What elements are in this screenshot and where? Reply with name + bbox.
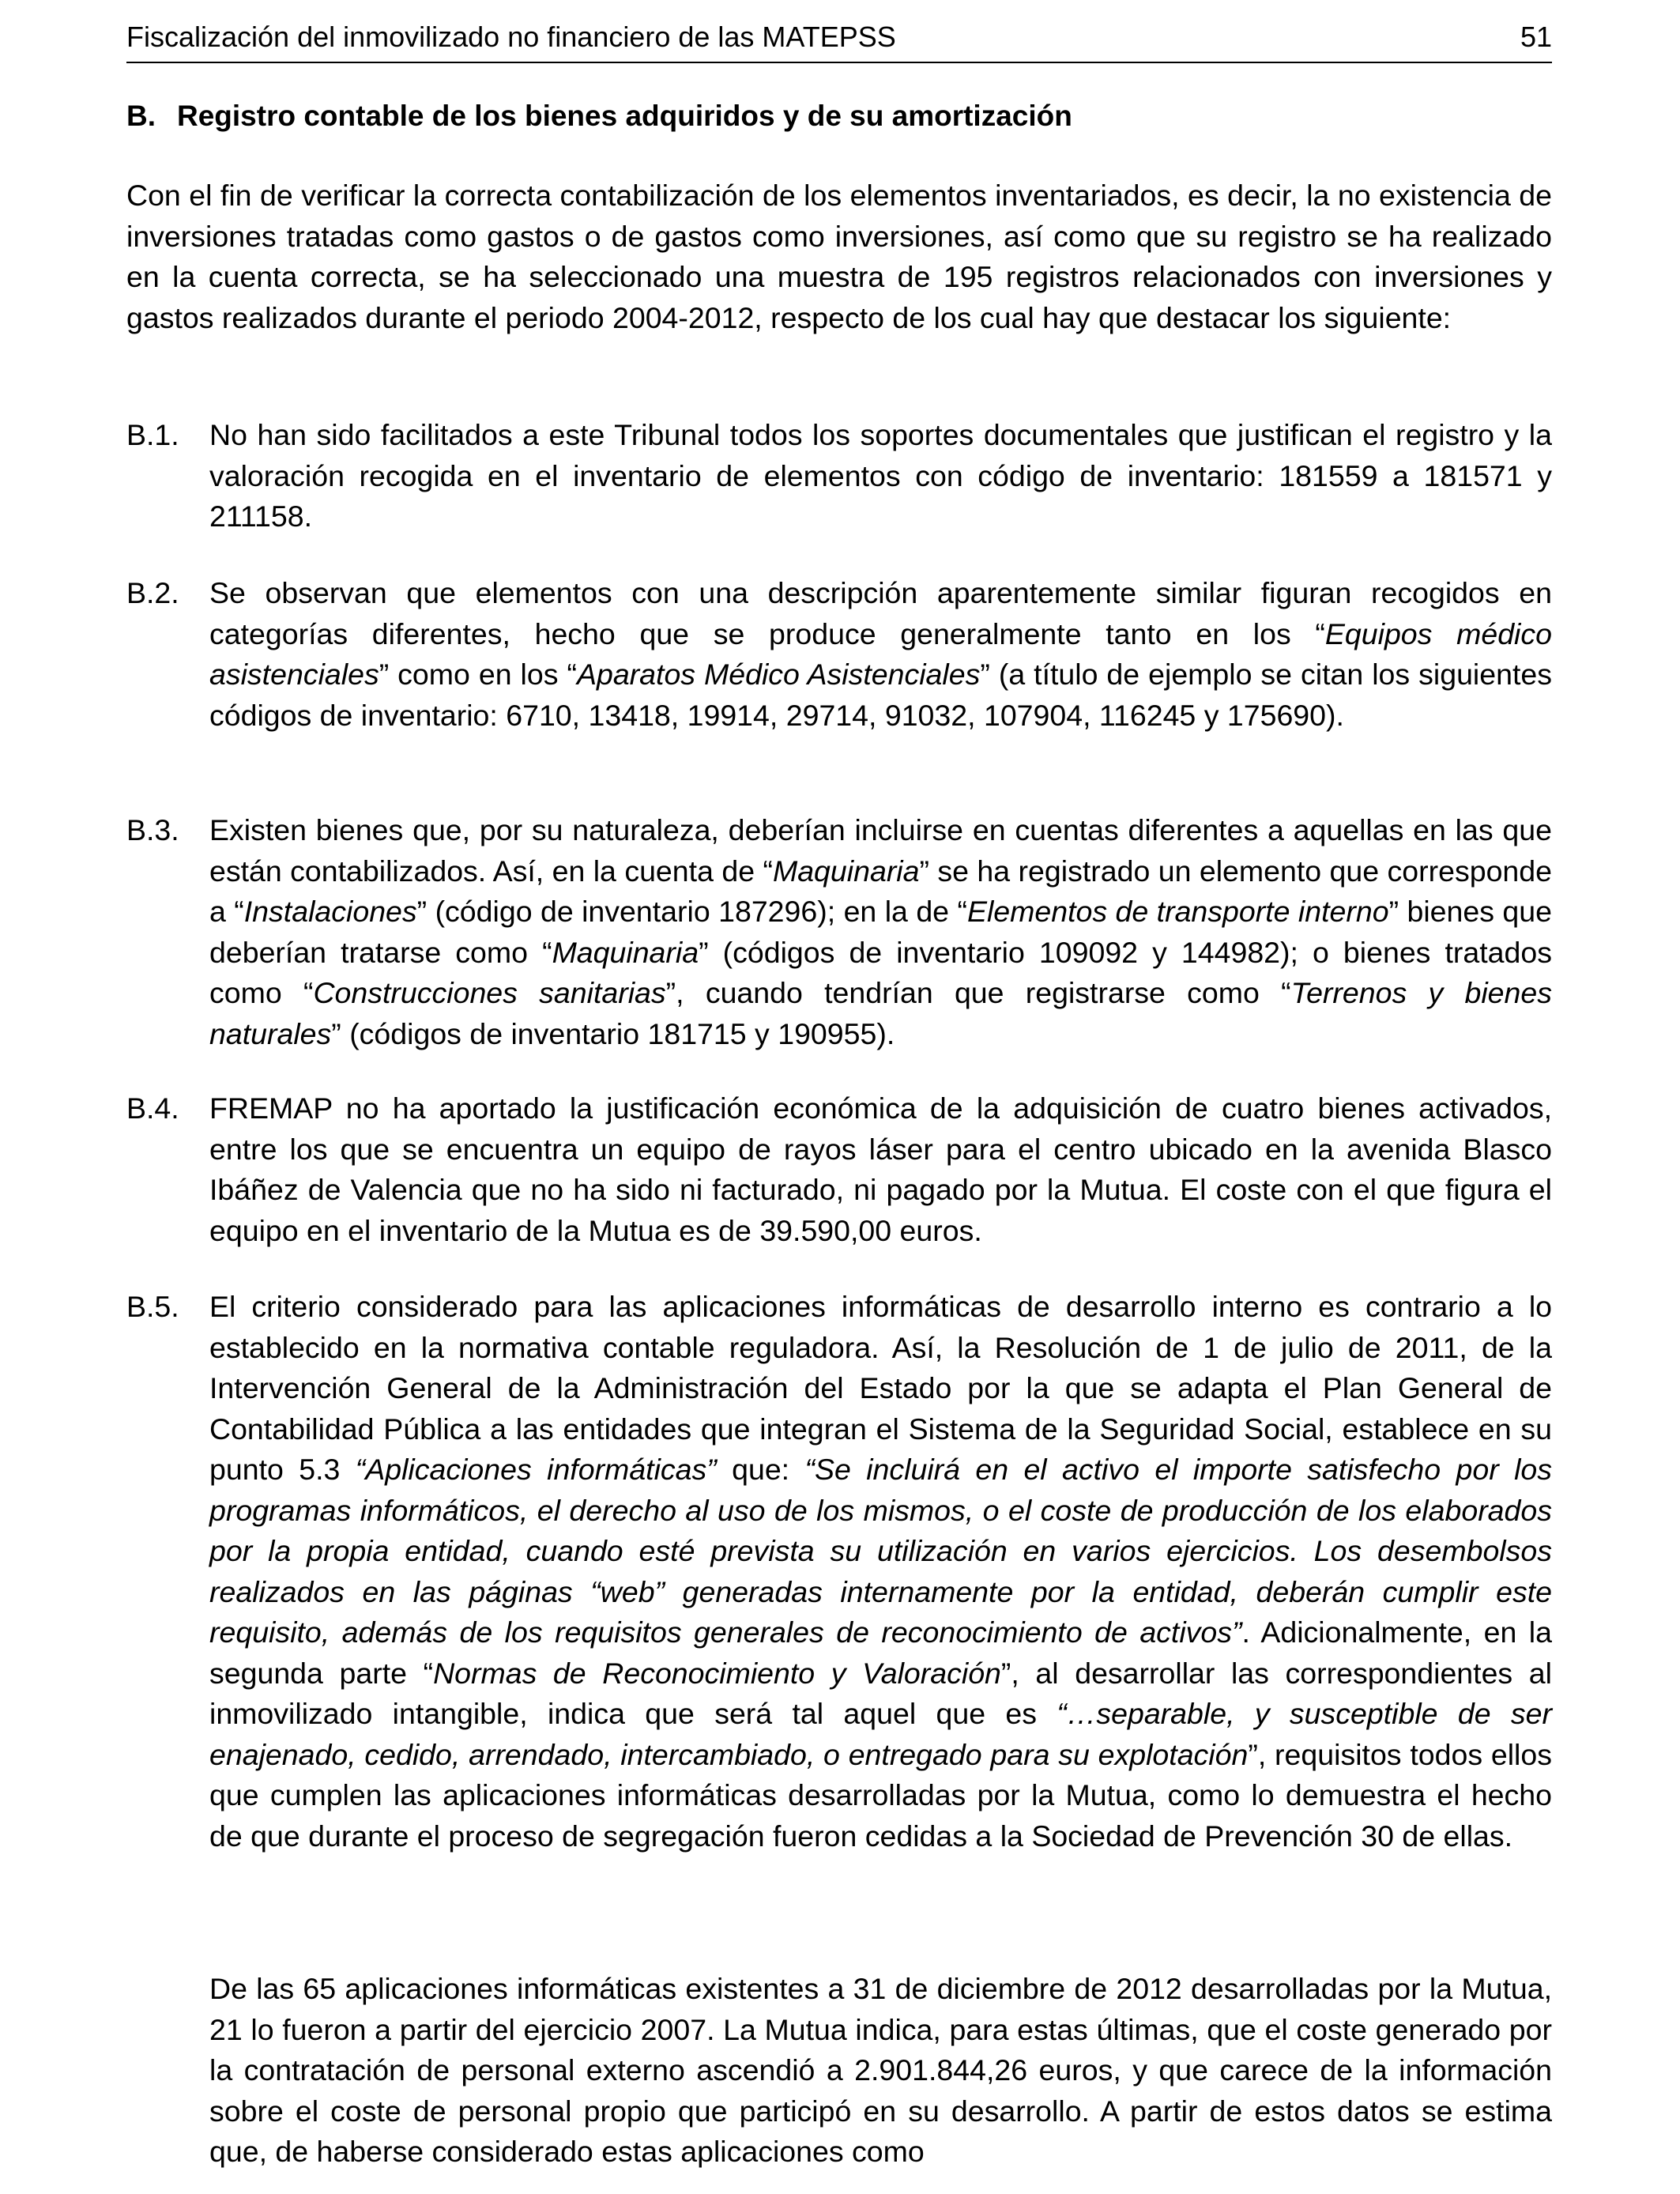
header-title: Fiscalización del inmovilizado no financiero de las MATEPSS <box>126 21 896 53</box>
item-number: B.4. <box>126 1091 179 1125</box>
list-item-b5 <box>126 1287 1552 1857</box>
item-text: No han sido facilitados a este Tribunal todos los soportes documentales que justifican el registro y la valoración recogida en el inventario de elementos con código de inventario: 181559 a 181571 y 211158. <box>209 418 1552 533</box>
item-number: B.5. <box>126 1290 179 1323</box>
page-number: 51 <box>1520 21 1552 53</box>
list-item-b4 <box>126 1088 1552 1251</box>
item-text: Se observan que elementos con una descripción aparentemente similar figuran recogidos en categorías diferentes, hecho que se produce generalmente tanto en los “Equipos médico asistenciales” como en los “Aparatos Médico Asistenciales” (a título de ejemplo se citan los siguientes códigos de inventario: 6710, 13418, 19914, 29714, 91032, 107904, 116245 y 175690). <box>209 576 1552 732</box>
item-text: El criterio considerado para las aplicaciones informáticas de desarrollo interno es contrario a lo establecido en la normativa contable reguladora. Así, la Resolución de 1 de julio de 2011, de la Intervención General de la Administración del Estado por la que se adapta el Plan General de Contabilidad Pública a las entidades que integran el Sistema de la Seguridad Social, establece en su punto 5.3 “Aplicaciones informáticas” que: “Se incluirá en el activo el importe satisfecho por los programas informáticos, el derecho al uso de los mismos, o el coste de producción de los elaborados por la propia entidad, cuando esté prevista su utilización en varios ejercicios. Los desembolsos realizados en las páginas “web” generadas internamente por la entidad, deberán cumplir este requisito, además de los requisitos generales de reconocimiento de activos”. Adicionalmente, en la segunda parte “Normas de Reconocimiento y Valoración”, al desarrollar las correspondientes al inmovilizado intangible, indica que será tal aquel que es “…separable, y susceptible de ser enajenado, cedido, arrendado, intercambiado, o entregado para su explotación”, requisitos todos ellos que cumplen las aplicaciones informáticas desarrolladas por la Mutua, como lo demuestra el hecho de que durante el proceso de segregación fueron cedidas a la Sociedad de Prevención 30 de ellas. <box>209 1290 1553 1853</box>
section-letter: B. <box>126 100 156 132</box>
continuation-paragraph: De las 65 aplicaciones informáticas existentes a 31 de diciembre de 2012 desarrolladas por la Mutua, 21 lo fueron a partir del ejercicio 2007. La Mutua indica, para estas últimas, que el coste generado por la contratación de personal externo ascendió a 2.901.844,26 euros, y que carece de la información sobre el coste de personal propio que participó en su desarrollo. A partir de estos datos se estima que, de haberse considerado estas aplicaciones como <box>209 1972 1552 2168</box>
list-item-b1 <box>126 415 1552 537</box>
section-title: Registro contable de los bienes adquiridos y de su amortización <box>177 100 1072 132</box>
item-number: B.1. <box>126 418 179 451</box>
list-item-b3 <box>126 810 1552 1054</box>
section-heading <box>126 96 1072 136</box>
list-item-b2 <box>126 573 1552 736</box>
item-text: FREMAP no ha aportado la justificación económica de la adquisición de cuatro bienes activados, entre los que se encuentra un equipo de rayos láser para el centro ubicado en la avenida Blasco Ibáñez de Valencia que no ha sido ni facturado, ni pagado por la Mutua. El coste con el que figura el equipo en el inventario de la Mutua es de 39.590,00 euros. <box>209 1091 1552 1247</box>
intro-paragraph: Con el fin de verificar la correcta contabilización de los elementos inventariados, es decir, la no existencia de inversiones tratadas como gastos o de gastos como inversiones, así como que su registro se ha realizado en la cuenta correcta, se ha seleccionado una muestra de 195 registros relacionados con inversiones y gastos realizados durante el periodo 2004-2012, respecto de los cual hay que destacar los siguiente: <box>126 179 1552 334</box>
item-text: Existen bienes que, por su naturaleza, deberían incluirse en cuentas diferentes a aquellas en las que están contabilizados. Así, en la cuenta de “Maquinaria” se ha registrado un elemento que corresponde a “Instalaciones” (código de inventario 187296); en la de “Elementos de transporte interno” bienes que deberían tratarse como “Maquinaria” (códigos de inventario 109092 y 144982); o bienes tratados como “Construcciones sanitarias”, cuando tendrían que registrarse como “Terrenos y bienes naturales” (códigos de inventario 181715 y 190955). <box>209 813 1553 1050</box>
item-number: B.3. <box>126 813 179 846</box>
running-header <box>126 16 1552 63</box>
item-number: B.2. <box>126 576 179 609</box>
